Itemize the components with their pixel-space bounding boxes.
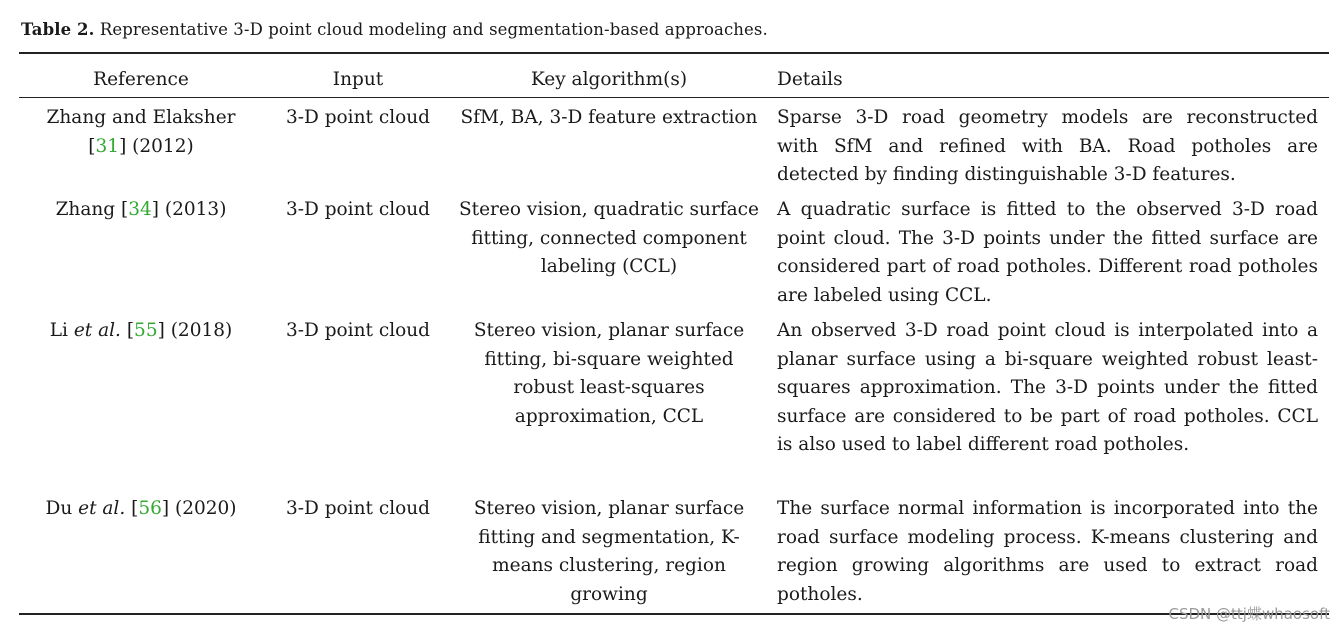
header-algorithm: Key algorithm(s) [530, 69, 688, 90]
details-cell: An observed 3-D road point cloud is interpolated into a planar surface using a bi-square weighted robust least-squares approximation. The 3-D points under the fitted surface are considered to be part of road potholes. CCL is also used to label different road potholes. [777, 320, 1318, 455]
table-label: Table 2. [21, 20, 95, 39]
header-rule [19, 97, 1329, 98]
input-cell: 3-D point cloud [285, 498, 431, 519]
ref-year: (2018) [170, 320, 233, 341]
ref-year: (2013) [164, 199, 227, 220]
ref-author: Du [45, 498, 73, 519]
citation-link[interactable]: 31 [95, 135, 120, 157]
details-cell: The surface normal information is incorporated into the road surface modeling process. K-means clustering and region growing algorithms are used to extract road potholes. [777, 498, 1318, 605]
reference-cell: Zhang [34] (2013) [55, 199, 227, 220]
top-rule [19, 52, 1329, 54]
ref-author: Zhang and Elaksher [46, 107, 236, 128]
ref-author: Zhang [55, 199, 116, 220]
ref-year: (2012) [132, 135, 194, 157]
reference-cell: Du et al. [56] (2020) [45, 498, 237, 519]
algorithm-cell: Stereo vision, planar surface fitting and segmentation, K-means clustering, region growing [473, 498, 745, 605]
ref-year: (2020) [174, 498, 237, 519]
details-cell: Sparse 3-D road geometry models are reconstructed with SfM and refined with BA. Road potholes are detected by finding distinguishable 3-D features. [777, 107, 1318, 185]
ref-etal: et al. [78, 498, 126, 519]
citation-link[interactable]: 34 [128, 199, 152, 220]
bottom-rule [19, 613, 1329, 615]
header-details: Details [777, 69, 843, 90]
details-cell: A quadratic surface is fitted to the observed 3-D road point cloud. The 3-D points under the fitted surface are considered part of road potholes. Different road potholes are labeled using CCL. [777, 199, 1318, 306]
ref-author: Li [49, 320, 68, 341]
header-input: Input [332, 69, 384, 90]
citation-link[interactable]: 55 [134, 320, 158, 341]
table-title: Representative 3-D point cloud modeling and segmentation-based approaches. [99, 20, 768, 39]
table-caption [21, 20, 768, 39]
algorithm-cell: SfM, BA, 3-D feature extraction [460, 107, 758, 128]
reference-cell: Li et al. [55] (2018) [49, 320, 233, 341]
input-cell: 3-D point cloud [285, 320, 431, 341]
algorithm-cell: Stereo vision, planar surface fitting, bi-square weighted robust least-squares approximation, CCL [473, 320, 745, 427]
header-reference: Reference [93, 69, 189, 90]
input-cell: 3-D point cloud [285, 107, 431, 128]
citation-link[interactable]: 56 [138, 498, 162, 519]
input-cell: 3-D point cloud [285, 199, 431, 220]
algorithm-cell: Stereo vision, quadratic surface fitting, connected component labeling (CCL) [459, 199, 759, 277]
watermark: CSDN @ttj蝶whaosoft [1168, 605, 1330, 623]
ref-etal: et al. [73, 320, 121, 341]
reference-cell: Zhang and Elaksher [31] (2012) [30, 104, 252, 161]
